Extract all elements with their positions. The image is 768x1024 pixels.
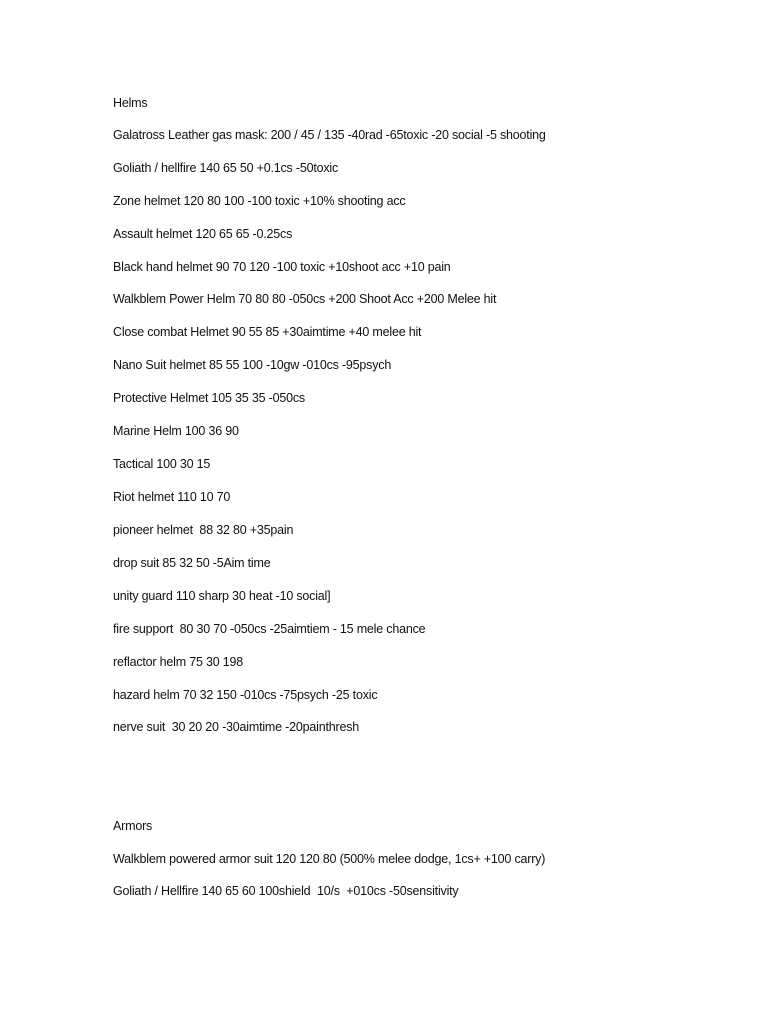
armor-entry: Walkblem powered armor suit 120 120 80 (500% melee dodge, 1cs+ +100 carry) bbox=[113, 852, 546, 866]
helm-entry: Black hand helmet 90 70 120 -100 toxic +10shoot acc +10 pain bbox=[113, 260, 451, 274]
helm-entry: Tactical 100 30 15 bbox=[113, 457, 211, 471]
helm-entry: Galatross Leather gas mask: 200 / 45 / 135 -40rad -65toxic -20 social -5 shooting bbox=[113, 128, 546, 142]
helm-entry: Zone helmet 120 80 100 -100 toxic +10% shooting acc bbox=[113, 194, 406, 208]
armor-entry: Goliath / Hellfire 140 65 60 100shield 10/s +010cs -50sensitivity bbox=[113, 884, 459, 898]
helm-entry: pioneer helmet 88 32 80 +35pain bbox=[113, 523, 294, 537]
helm-entry: unity guard 110 sharp 30 heat -10 social] bbox=[113, 589, 331, 603]
helm-entry: fire support 80 30 70 -050cs -25aimtiem - 15 mele chance bbox=[113, 622, 426, 636]
helm-entry: Marine Helm 100 36 90 bbox=[113, 424, 239, 438]
helm-entry: hazard helm 70 32 150 -010cs -75psych -25 toxic bbox=[113, 688, 378, 702]
helm-entry: Protective Helmet 105 35 35 -050cs bbox=[113, 391, 305, 405]
helms-heading: Helms bbox=[113, 96, 148, 110]
helm-entry: nerve suit 30 20 20 -30aimtime -20painthresh bbox=[113, 720, 360, 734]
helm-entry: Close combat Helmet 90 55 85 +30aimtime +40 melee hit bbox=[113, 325, 422, 339]
helm-entry: Riot helmet 110 10 70 bbox=[113, 490, 231, 504]
helm-entry: Assault helmet 120 65 65 -0.25cs bbox=[113, 227, 293, 241]
helm-entry: Goliath / hellfire 140 65 50 +0.1cs -50toxic bbox=[113, 161, 339, 175]
helm-entry: Nano Suit helmet 85 55 100 -10gw -010cs -95psych bbox=[113, 358, 392, 372]
armors-heading: Armors bbox=[113, 819, 153, 833]
helm-entry: Walkblem Power Helm 70 80 80 -050cs +200 Shoot Acc +200 Melee hit bbox=[113, 292, 497, 306]
helm-entry: reflactor helm 75 30 198 bbox=[113, 655, 244, 669]
helm-entry: drop suit 85 32 50 -5Aim time bbox=[113, 556, 271, 570]
